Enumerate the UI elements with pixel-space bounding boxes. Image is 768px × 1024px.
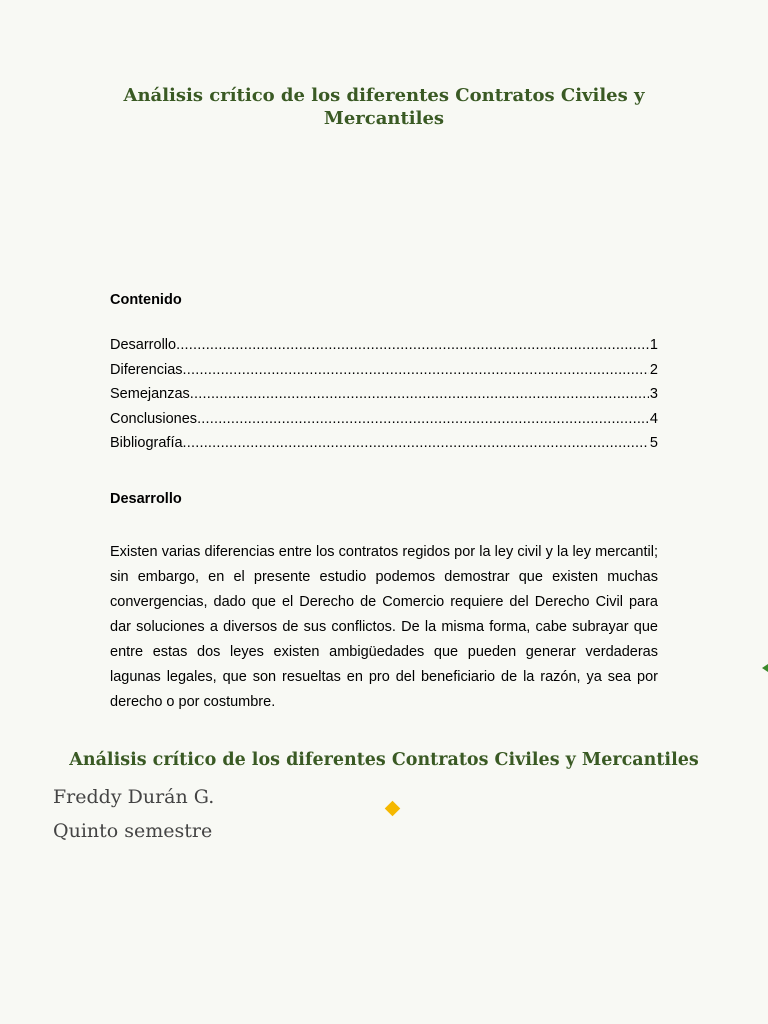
- toc-entry-page: 3: [649, 386, 658, 402]
- toc-leader: [183, 435, 649, 451]
- toc-entry-label: Bibliografía: [110, 435, 183, 451]
- toc-leader: [190, 386, 649, 402]
- toc-entry-bibliografia[interactable]: [110, 435, 658, 460]
- edge-mark-icon: [762, 664, 768, 672]
- toc-entry-conclusiones[interactable]: [110, 411, 658, 436]
- footer-title: Análisis crítico de los diferentes Contratos Civiles y Mercantiles: [69, 750, 699, 770]
- toc-leader: [176, 337, 649, 353]
- toc-entry-label: Conclusiones: [110, 410, 198, 427]
- toc-entry-page: 5: [649, 435, 658, 451]
- toc-entry-label: Semejanzas: [110, 386, 190, 402]
- table-of-contents: [110, 337, 658, 460]
- toc-entry-semejanzas[interactable]: [110, 386, 658, 411]
- toc-entry-page: 4: [649, 410, 658, 427]
- toc-entry-page: 2: [649, 361, 658, 378]
- toc-entry-desarrollo[interactable]: [110, 337, 658, 362]
- toc-heading: Contenido: [110, 292, 182, 308]
- document-title: Análisis crítico de los diferentes Contratos Civiles y Mercantiles: [123, 85, 645, 129]
- semester-label: Quinto semestre: [53, 820, 213, 842]
- toc-entry-page: 1: [649, 337, 658, 353]
- diamond-icon: [385, 801, 401, 817]
- toc-entry-diferencias[interactable]: [110, 362, 658, 387]
- author-name: Freddy Durán G.: [53, 786, 215, 808]
- toc-leader: [183, 362, 649, 378]
- toc-leader: [197, 411, 649, 427]
- toc-entry-label: Desarrollo: [110, 337, 177, 353]
- section-heading-desarrollo: Desarrollo: [110, 491, 182, 507]
- toc-entry-label: Diferencias: [110, 361, 183, 378]
- body-paragraph: Existen varias diferencias entre los contratos regidos por la ley civil y la ley mercantil; sin embargo, en el presente estudio podemos demostrar que existen muchas convergencias, dado que el Derecho de Comercio requiere del Derecho Civil para dar soluciones a diversos de sus conflictos. De la misma forma, cabe subrayar que entre estas dos leyes existen ambigüedades que pueden generar verdaderas lagunas legales, que son resueltas en pro del beneficiario de la razón, ya sea por derecho o por costumbre.: [110, 544, 658, 710]
